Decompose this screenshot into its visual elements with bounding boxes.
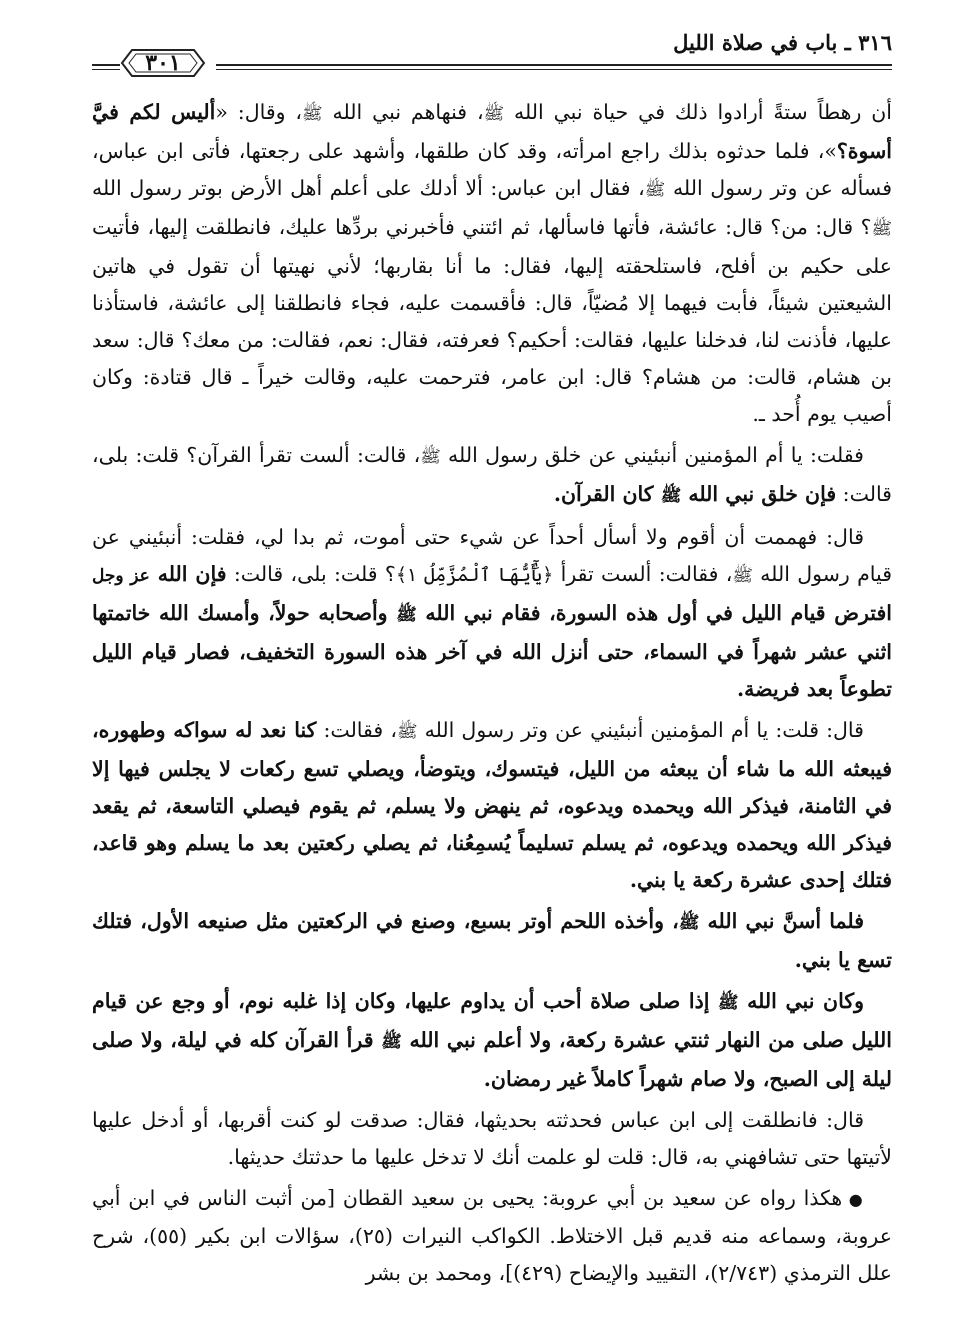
bold-quote: قرأ القرآن كله في ليلة، ولا صلى ليلة إلى الصبح، ولا صام شهراً كاملاً غير رمضان. bbox=[92, 1028, 892, 1091]
bold-quote: فلما أسنَّ نبي الله bbox=[699, 909, 864, 933]
paragraph-8-commentary bbox=[92, 1180, 892, 1292]
paragraph-7 bbox=[92, 1102, 892, 1176]
page-header bbox=[0, 30, 980, 90]
paragraph-3 bbox=[92, 519, 892, 708]
salawat-glyph: ﷺ bbox=[660, 486, 682, 506]
text-run: ، فقال ابن عباس: ألا أدلك على أعلم أهل الأرض بوتر رسول الله bbox=[92, 176, 645, 200]
salawat-glyph: ﷺ bbox=[483, 104, 505, 124]
bold-quote: فإن الله bbox=[149, 562, 227, 586]
salawat-glyph: ﷺ bbox=[420, 447, 441, 467]
bold-quote: كان القرآن. bbox=[553, 482, 661, 506]
text-run: قال: فهممت أن أقوم ولا أسأل أحداً عن شيء حتى أموت، ثم بدا لي، فقلت: أنبئيني عن قيام رسول الله bbox=[92, 525, 893, 586]
bold-quote: أليس لكم فيَّ أسوة؟ bbox=[92, 100, 892, 163]
header-rule-right-thin bbox=[216, 69, 892, 70]
quran-verse: ﴿يَٰٓأَيُّهَا ٱلْمُزَّمِّلُ ١﴾ bbox=[395, 564, 554, 586]
text-run: قال: قلت: يا أم المؤمنين أنبئيني عن وتر رسول الله bbox=[417, 718, 864, 742]
page-number-badge bbox=[120, 48, 206, 78]
paragraph-2 bbox=[92, 437, 892, 515]
text-run: ؟ قال: من؟ قال: عائشة، فأتها فاسألها، ثم ائتني فأخبرني بردِّها عليك، فانطلقت إليها، فأتيت على حكيم بن أفلح، فاستلحقته إليها، فقال: ما أنا بقاربها؛ لأني نهيتها أن تقول في هاتين الشيعتين شيئاً، فأبت فيهما إلا مُضيّاً، قال: فأقسمت عليه، فجاء فانطلقنا إلى عائشة، فاستأذنا عليها، فأذنت لنا، فدخلنا عليها، فقالت: أحكيم؟ فعرفته، فقال: نعم، فقالت: من معك؟ قال: سعد بن هشام، قالت: من هشام؟ قال: ابن عامر، فترحمت عليه، وقالت خيراً ـ قال قتادة: وكان أصيب يوم أُحد ـ. bbox=[92, 215, 892, 426]
paragraph-5 bbox=[92, 903, 892, 979]
paragraph-4 bbox=[92, 712, 892, 899]
text-run: أن رهطاً ستةً أرادوا ذلك في حياة نبي الله bbox=[504, 100, 892, 124]
running-title: ٣١٦ ـ باب في صلاة الليل bbox=[673, 30, 892, 55]
page-number: ٣٠١ bbox=[145, 50, 181, 76]
salawat-glyph: ﷺ bbox=[396, 722, 418, 742]
text-run: فقلت: يا أم المؤمنين أنبئيني عن خلق رسول الله bbox=[440, 443, 864, 467]
salawat-glyph: ﷺ bbox=[644, 180, 666, 200]
header-rule-left-thin bbox=[92, 69, 120, 70]
main-text bbox=[92, 94, 892, 1296]
bold-quote: وأصحابه حولاً، وأمسك الله خاتمتها اثني عشر شهراً في السماء، حتى أنزل الله في آخر هذه السورة التخفيف، فصار قيام الليل تطوعاً بعد فريضة. bbox=[92, 601, 892, 701]
paragraph-1 bbox=[92, 94, 892, 433]
text-run: ؟ قلت: بلى، قالت: bbox=[226, 562, 396, 586]
text-run: قال: فانطلقت إلى ابن عباس فحدثته بحديثها، فقال: صدقت لو كنت أقربها، أو أدخل عليها لأتيتها حتى تشافهني به، قال: قلت لو علمت أنك لا تدخل عليها ما حدثتك حديثها. bbox=[92, 1108, 892, 1169]
salawat-glyph: ﷺ bbox=[302, 104, 323, 124]
salawat-glyph: ﷺ bbox=[678, 913, 700, 933]
text-run: »، فلما حدثوه بذلك راجع امرأته، وقد كان طلقها، وأشهد على رجعتها، فأتى ابن عباس، فسأله عن وتر رسول الله bbox=[92, 139, 892, 200]
paragraph-6 bbox=[92, 983, 892, 1098]
text-run: ، فنهاهم نبي الله bbox=[322, 100, 484, 124]
salawat-glyph: ﷺ bbox=[871, 219, 892, 239]
bold-quote: ، وأخذه اللحم أوتر بسبع، وصنع في الركعتين مثل صنيعه الأول، فتلك تسع يا بني. bbox=[92, 909, 892, 972]
header-rule-left bbox=[92, 64, 120, 66]
header-rule-right bbox=[216, 64, 892, 66]
bold-quote: إذا صلى صلاة أحب أن يداوم عليها، وكان إذا غلبه نوم، أو وجع عن قيام الليل صلى من النهار ثنتي عشرة ركعة، ولا أعلم نبي الله bbox=[92, 989, 893, 1052]
text-run: ، وقال: « bbox=[215, 100, 303, 124]
text-run: ، فقالت: bbox=[316, 718, 397, 742]
bold-quote: وكان نبي الله bbox=[738, 989, 864, 1013]
bullet-icon: ● bbox=[848, 1190, 865, 1209]
text-run: هكذا رواه عن سعيد بن أبي عروبة: يحيى بن سعيد القطان [من أثبت الناس في ابن أبي عروبة، وسماعه منه قديم قبل الاختلاط. الكواكب النيرات (٢٥)، سؤالات ابن بكير (٥٥)، شرح علل الترمذي (٢/٧٤٣)، التقييد والإيضاح (٤٢٩)]، ومحمد بن بشر bbox=[92, 1186, 892, 1285]
salawat-glyph: ﷺ bbox=[718, 993, 739, 1013]
bold-quote: فإن خلق نبي الله bbox=[681, 482, 837, 506]
text-run: ، فقالت: ألست تقرأ bbox=[553, 562, 733, 586]
salawat-glyph: ﷺ bbox=[396, 605, 417, 625]
text-run: ، قالت: ألست تقرأ القرآن؟ قلت: بلى، قالت: bbox=[92, 443, 892, 506]
salawat-glyph: ﷺ bbox=[732, 566, 753, 586]
bold-quote: افترض قيام الليل في أول هذه السورة، فقام نبي الله bbox=[416, 601, 892, 625]
azza-wajal-glyph: عز وجل bbox=[92, 566, 150, 586]
salawat-glyph: ﷺ bbox=[381, 1032, 402, 1052]
bold-quote: كنا نعد له سواكه وطهوره، فيبعثه الله ما شاء أن يبعثه من الليل، فيتسوك، ويتوضأ، ويصلي تسع ركعات لا يجلس فيها إلا في الثامنة، فيذكر الله ويحمده ويدعوه، ثم ينهض ولا يسلم، ثم يقوم فيصلي التاسعة، ثم يقعد فيذكر الله ويحمده ويدعوه، ثم يسلم تسليماً يُسمِعُنا، ثم يصلي ركعتين بعد ما يسلم وهو قاعد، فتلك إحدى عشرة ركعة يا بني. bbox=[92, 718, 892, 892]
